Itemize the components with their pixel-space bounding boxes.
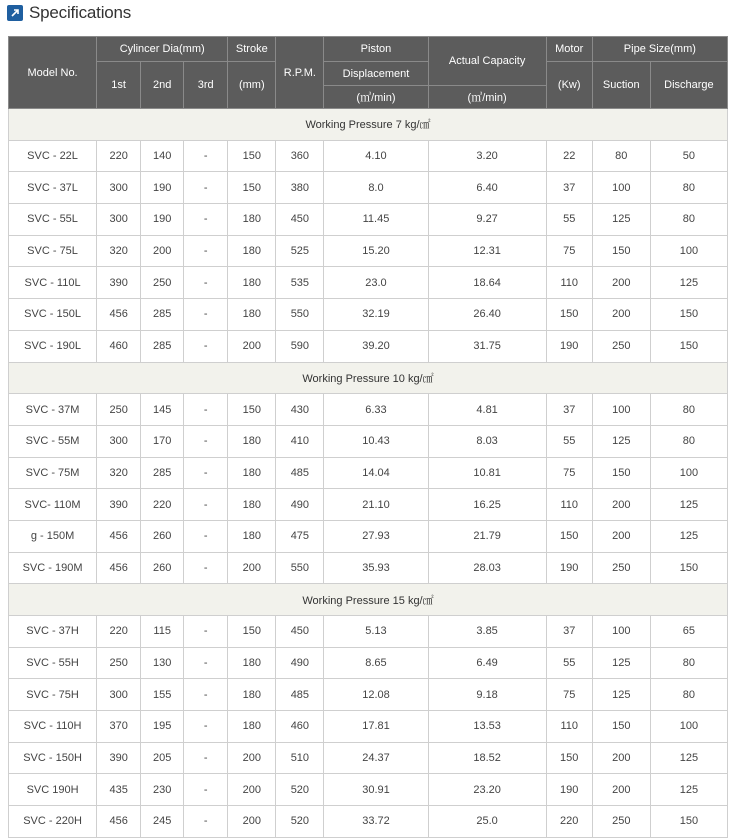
cell-cyl-1st: 320 (97, 457, 141, 489)
cell-rpm: 520 (276, 774, 324, 806)
cell-cyl-2nd: 250 (141, 267, 184, 299)
cell-motor: 150 (546, 520, 592, 552)
cell-cyl-1st: 320 (97, 235, 141, 267)
cell-actual-capacity: 18.64 (428, 267, 546, 299)
cell-discharge: 150 (650, 552, 727, 584)
cell-actual-capacity: 31.75 (428, 330, 546, 362)
cell-cyl-3rd: - (184, 394, 228, 426)
cell-suction: 125 (592, 204, 650, 236)
cell-stroke: 200 (228, 774, 276, 806)
cell-cyl-2nd: 200 (141, 235, 184, 267)
cell-cyl-1st: 460 (97, 330, 141, 362)
cell-stroke: 150 (228, 394, 276, 426)
section-row (9, 584, 728, 616)
cell-discharge: 50 (650, 140, 727, 172)
cell-discharge: 80 (650, 647, 727, 679)
cell-rpm: 490 (276, 489, 324, 521)
cell-suction: 125 (592, 647, 650, 679)
cell-displacement: 35.93 (324, 552, 428, 584)
cell-model: SVC- 110M (9, 489, 97, 521)
cell-model: SVC - 110H (9, 711, 97, 743)
cell-suction: 200 (592, 520, 650, 552)
cell-cyl-1st: 370 (97, 711, 141, 743)
table-row (9, 647, 728, 679)
cell-cyl-3rd: - (184, 647, 228, 679)
cell-cyl-3rd: - (184, 711, 228, 743)
cell-rpm: 475 (276, 520, 324, 552)
cell-cyl-1st: 456 (97, 299, 141, 331)
cell-actual-capacity: 9.27 (428, 204, 546, 236)
cell-actual-capacity: 3.20 (428, 140, 546, 172)
cell-suction: 200 (592, 299, 650, 331)
header-displacement-unit: (㎥/min) (324, 86, 428, 109)
cell-discharge: 80 (650, 172, 727, 204)
cell-cyl-3rd: - (184, 204, 228, 236)
cell-displacement: 4.10 (324, 140, 428, 172)
cell-actual-capacity: 12.31 (428, 235, 546, 267)
cell-cyl-1st: 300 (97, 172, 141, 204)
cell-cyl-2nd: 195 (141, 711, 184, 743)
cell-discharge: 125 (650, 742, 727, 774)
cell-motor: 110 (546, 267, 592, 299)
header-motor: Motor (546, 37, 592, 62)
table-row (9, 616, 728, 648)
cell-model: SVC - 150L (9, 299, 97, 331)
table-row (9, 172, 728, 204)
cell-cyl-1st: 456 (97, 552, 141, 584)
cell-cyl-1st: 390 (97, 742, 141, 774)
header-cylinder-2nd: 2nd (141, 62, 184, 109)
cell-displacement: 24.37 (324, 742, 428, 774)
specifications-table (8, 36, 728, 838)
cell-cyl-2nd: 260 (141, 552, 184, 584)
cell-displacement: 5.13 (324, 616, 428, 648)
cell-suction: 200 (592, 742, 650, 774)
cell-discharge: 80 (650, 425, 727, 457)
cell-rpm: 510 (276, 742, 324, 774)
cell-model: SVC - 75M (9, 457, 97, 489)
table-row (9, 774, 728, 806)
cell-cyl-2nd: 260 (141, 520, 184, 552)
cell-discharge: 150 (650, 806, 727, 838)
cell-rpm: 525 (276, 235, 324, 267)
cell-suction: 150 (592, 711, 650, 743)
section-row (9, 109, 728, 141)
cell-cyl-1st: 456 (97, 806, 141, 838)
cell-model: SVC - 190L (9, 330, 97, 362)
cell-cyl-1st: 220 (97, 616, 141, 648)
cell-rpm: 550 (276, 552, 324, 584)
cell-suction: 100 (592, 616, 650, 648)
table-row (9, 742, 728, 774)
cell-actual-capacity: 21.79 (428, 520, 546, 552)
cell-rpm: 450 (276, 204, 324, 236)
table-row (9, 267, 728, 299)
cell-displacement: 27.93 (324, 520, 428, 552)
cell-model: SVC - 75H (9, 679, 97, 711)
cell-cyl-3rd: - (184, 489, 228, 521)
cell-suction: 150 (592, 457, 650, 489)
table-row (9, 204, 728, 236)
cell-cyl-2nd: 285 (141, 299, 184, 331)
cell-cyl-2nd: 245 (141, 806, 184, 838)
cell-cyl-2nd: 205 (141, 742, 184, 774)
cell-cyl-3rd: - (184, 330, 228, 362)
cell-stroke: 150 (228, 140, 276, 172)
cell-stroke: 180 (228, 204, 276, 236)
cell-displacement: 8.0 (324, 172, 428, 204)
cell-stroke: 180 (228, 711, 276, 743)
cell-cyl-3rd: - (184, 457, 228, 489)
cell-motor: 190 (546, 330, 592, 362)
cell-rpm: 460 (276, 711, 324, 743)
cell-suction: 250 (592, 806, 650, 838)
table-body (9, 109, 728, 838)
cell-motor: 55 (546, 425, 592, 457)
cell-displacement: 21.10 (324, 489, 428, 521)
cell-displacement: 15.20 (324, 235, 428, 267)
header-cylinder-1st: 1st (97, 62, 141, 109)
cell-cyl-2nd: 140 (141, 140, 184, 172)
cell-cyl-3rd: - (184, 742, 228, 774)
cell-cyl-1st: 250 (97, 647, 141, 679)
cell-discharge: 125 (650, 774, 727, 806)
cell-motor: 22 (546, 140, 592, 172)
cell-actual-capacity: 18.52 (428, 742, 546, 774)
header-suction: Suction (592, 62, 650, 109)
header-cylinder-3rd: 3rd (184, 62, 228, 109)
cell-suction: 125 (592, 425, 650, 457)
page-header (7, 0, 131, 26)
cell-model: SVC - 220H (9, 806, 97, 838)
cell-rpm: 485 (276, 679, 324, 711)
cell-rpm: 520 (276, 806, 324, 838)
cell-model: SVC - 150H (9, 742, 97, 774)
cell-motor: 190 (546, 774, 592, 806)
section-label: Working Pressure 7 kg/㎠ (9, 109, 728, 141)
cell-cyl-3rd: - (184, 425, 228, 457)
header-discharge: Discharge (650, 62, 727, 109)
cell-stroke: 200 (228, 552, 276, 584)
cell-motor: 110 (546, 711, 592, 743)
cell-cyl-2nd: 145 (141, 394, 184, 426)
cell-actual-capacity: 6.49 (428, 647, 546, 679)
cell-motor: 75 (546, 679, 592, 711)
cell-displacement: 17.81 (324, 711, 428, 743)
cell-suction: 200 (592, 489, 650, 521)
cell-model: SVC - 110L (9, 267, 97, 299)
cell-motor: 190 (546, 552, 592, 584)
cell-displacement: 10.43 (324, 425, 428, 457)
table-row (9, 552, 728, 584)
cell-model: SVC - 37M (9, 394, 97, 426)
cell-stroke: 180 (228, 457, 276, 489)
cell-suction: 125 (592, 679, 650, 711)
cell-motor: 220 (546, 806, 592, 838)
section-label: Working Pressure 10 kg/㎠ (9, 362, 728, 394)
cell-suction: 200 (592, 267, 650, 299)
cell-stroke: 180 (228, 489, 276, 521)
cell-motor: 55 (546, 204, 592, 236)
header-motor-unit: (Kw) (546, 62, 592, 109)
cell-model: g - 150M (9, 520, 97, 552)
table-row (9, 299, 728, 331)
cell-rpm: 590 (276, 330, 324, 362)
cell-discharge: 150 (650, 330, 727, 362)
table-row (9, 235, 728, 267)
cell-model: SVC - 22L (9, 140, 97, 172)
cell-cyl-2nd: 190 (141, 172, 184, 204)
cell-rpm: 485 (276, 457, 324, 489)
cell-cyl-3rd: - (184, 140, 228, 172)
cell-displacement: 6.33 (324, 394, 428, 426)
cell-discharge: 125 (650, 489, 727, 521)
cell-discharge: 100 (650, 711, 727, 743)
cell-cyl-1st: 390 (97, 489, 141, 521)
cell-displacement: 14.04 (324, 457, 428, 489)
page-title: Specifications (29, 3, 132, 22)
cell-stroke: 180 (228, 520, 276, 552)
cell-cyl-3rd: - (184, 679, 228, 711)
cell-actual-capacity: 25.0 (428, 806, 546, 838)
header-piston: Piston (324, 37, 428, 62)
cell-actual-capacity: 28.03 (428, 552, 546, 584)
cell-discharge: 100 (650, 457, 727, 489)
cell-stroke: 150 (228, 172, 276, 204)
cell-rpm: 550 (276, 299, 324, 331)
cell-rpm: 360 (276, 140, 324, 172)
header-stroke-unit: (mm) (228, 62, 276, 109)
cell-cyl-3rd: - (184, 520, 228, 552)
cell-displacement: 32.19 (324, 299, 428, 331)
cell-cyl-2nd: 220 (141, 489, 184, 521)
cell-model: SVC - 75L (9, 235, 97, 267)
cell-cyl-3rd: - (184, 299, 228, 331)
cell-motor: 110 (546, 489, 592, 521)
table-row (9, 140, 728, 172)
table-row (9, 394, 728, 426)
section-label: Working Pressure 15 kg/㎠ (9, 584, 728, 616)
cell-suction: 250 (592, 552, 650, 584)
cell-rpm: 535 (276, 267, 324, 299)
cell-suction: 100 (592, 172, 650, 204)
cell-suction: 80 (592, 140, 650, 172)
cell-rpm: 380 (276, 172, 324, 204)
cell-cyl-1st: 300 (97, 679, 141, 711)
table-row (9, 679, 728, 711)
cell-actual-capacity: 8.03 (428, 425, 546, 457)
cell-discharge: 80 (650, 679, 727, 711)
cell-discharge: 80 (650, 204, 727, 236)
cell-model: SVC - 37H (9, 616, 97, 648)
cell-cyl-1st: 250 (97, 394, 141, 426)
cell-actual-capacity: 10.81 (428, 457, 546, 489)
cell-displacement: 12.08 (324, 679, 428, 711)
cell-cyl-2nd: 285 (141, 330, 184, 362)
header-pipe-size: Pipe Size(mm) (592, 37, 727, 62)
cell-motor: 37 (546, 394, 592, 426)
cell-model: SVC 190H (9, 774, 97, 806)
section-row (9, 362, 728, 394)
cell-cyl-2nd: 230 (141, 774, 184, 806)
cell-cyl-3rd: - (184, 806, 228, 838)
cell-actual-capacity: 6.40 (428, 172, 546, 204)
cell-cyl-2nd: 155 (141, 679, 184, 711)
cell-displacement: 33.72 (324, 806, 428, 838)
table-row (9, 711, 728, 743)
cell-displacement: 39.20 (324, 330, 428, 362)
cell-cyl-1st: 300 (97, 204, 141, 236)
cell-model: SVC - 55H (9, 647, 97, 679)
cell-suction: 150 (592, 235, 650, 267)
cell-model: SVC - 37L (9, 172, 97, 204)
cell-stroke: 180 (228, 267, 276, 299)
header-displacement: Displacement (324, 62, 428, 86)
cell-motor: 55 (546, 647, 592, 679)
cell-motor: 75 (546, 457, 592, 489)
cell-motor: 150 (546, 742, 592, 774)
cell-rpm: 450 (276, 616, 324, 648)
cell-displacement: 30.91 (324, 774, 428, 806)
cell-cyl-2nd: 190 (141, 204, 184, 236)
header-actual-capacity-unit: (㎥/min) (428, 86, 546, 109)
cell-cyl-3rd: - (184, 235, 228, 267)
cell-rpm: 490 (276, 647, 324, 679)
table-row (9, 806, 728, 838)
header-cylinder-dia: Cylincer Dia(mm) (97, 37, 228, 62)
cell-stroke: 150 (228, 616, 276, 648)
cell-model: SVC - 190M (9, 552, 97, 584)
cell-stroke: 180 (228, 425, 276, 457)
cell-motor: 150 (546, 299, 592, 331)
cell-cyl-2nd: 170 (141, 425, 184, 457)
header-rpm: R.P.M. (276, 37, 324, 109)
cell-cyl-3rd: - (184, 774, 228, 806)
cell-stroke: 180 (228, 299, 276, 331)
cell-stroke: 200 (228, 330, 276, 362)
cell-motor: 75 (546, 235, 592, 267)
cell-discharge: 80 (650, 394, 727, 426)
cell-cyl-1st: 435 (97, 774, 141, 806)
cell-suction: 200 (592, 774, 650, 806)
cell-actual-capacity: 4.81 (428, 394, 546, 426)
cell-suction: 100 (592, 394, 650, 426)
cell-cyl-3rd: - (184, 616, 228, 648)
cell-discharge: 100 (650, 235, 727, 267)
header-model: Model No. (9, 37, 97, 109)
cell-actual-capacity: 23.20 (428, 774, 546, 806)
cell-cyl-2nd: 115 (141, 616, 184, 648)
cell-suction: 250 (592, 330, 650, 362)
cell-rpm: 410 (276, 425, 324, 457)
cell-cyl-2nd: 285 (141, 457, 184, 489)
cell-stroke: 180 (228, 235, 276, 267)
cell-cyl-1st: 456 (97, 520, 141, 552)
cell-displacement: 11.45 (324, 204, 428, 236)
table-row (9, 457, 728, 489)
cell-actual-capacity: 16.25 (428, 489, 546, 521)
cell-model: SVC - 55L (9, 204, 97, 236)
cell-cyl-1st: 220 (97, 140, 141, 172)
cell-motor: 37 (546, 172, 592, 204)
cell-stroke: 200 (228, 742, 276, 774)
header-actual-capacity: Actual Capacity (428, 37, 546, 86)
cell-model: SVC - 55M (9, 425, 97, 457)
cell-displacement: 8.65 (324, 647, 428, 679)
external-link-icon (7, 5, 23, 21)
cell-stroke: 180 (228, 679, 276, 711)
table-row (9, 330, 728, 362)
cell-discharge: 150 (650, 299, 727, 331)
cell-actual-capacity: 3.85 (428, 616, 546, 648)
cell-cyl-3rd: - (184, 552, 228, 584)
cell-motor: 37 (546, 616, 592, 648)
cell-discharge: 125 (650, 267, 727, 299)
cell-rpm: 430 (276, 394, 324, 426)
table-row (9, 520, 728, 552)
cell-stroke: 180 (228, 647, 276, 679)
cell-cyl-1st: 300 (97, 425, 141, 457)
table-header (9, 37, 728, 109)
table-row (9, 489, 728, 521)
cell-actual-capacity: 9.18 (428, 679, 546, 711)
cell-discharge: 125 (650, 520, 727, 552)
cell-cyl-3rd: - (184, 172, 228, 204)
cell-displacement: 23.0 (324, 267, 428, 299)
cell-cyl-3rd: - (184, 267, 228, 299)
cell-cyl-2nd: 130 (141, 647, 184, 679)
table-row (9, 425, 728, 457)
header-stroke: Stroke (228, 37, 276, 62)
cell-cyl-1st: 390 (97, 267, 141, 299)
cell-stroke: 200 (228, 806, 276, 838)
cell-actual-capacity: 13.53 (428, 711, 546, 743)
cell-discharge: 65 (650, 616, 727, 648)
cell-actual-capacity: 26.40 (428, 299, 546, 331)
